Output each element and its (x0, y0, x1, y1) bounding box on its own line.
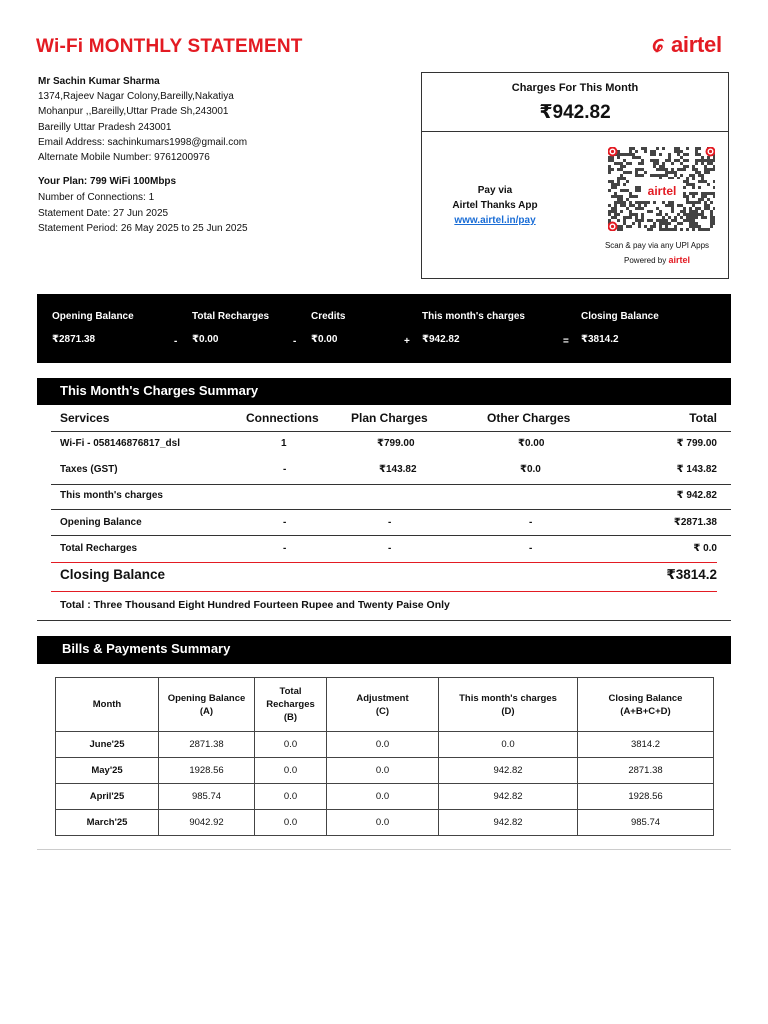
header-month (56, 678, 159, 732)
cell-recharges: 0.0 (255, 758, 327, 784)
table-row (56, 732, 714, 758)
header-line: Total (279, 686, 302, 697)
header-line: Adjustment (356, 692, 409, 704)
red-divider (51, 591, 717, 592)
minus-operator: - (174, 336, 178, 347)
powered-by-airtel-logo: airtel (668, 255, 690, 265)
month-charges-value: ₹942.82 (422, 334, 460, 345)
cell-recharges: 0.0 (255, 810, 327, 836)
table-row (56, 784, 714, 810)
address-line-3: Bareilly Uttar Pradesh 243001 (38, 121, 172, 133)
table-row (56, 758, 714, 784)
header-plan-charges: Plan Charges (351, 411, 428, 425)
cell-opening: 9042.92 (159, 810, 255, 836)
row-service: Taxes (GST) (60, 464, 118, 475)
row-service: Total Recharges (60, 543, 138, 554)
cell-charges: 942.82 (439, 784, 578, 810)
row-connections: 1 (281, 438, 287, 449)
cell-closing: 985.74 (578, 810, 714, 836)
row-total: ₹2871.38 (673, 517, 717, 528)
row-other-charges: ₹0.0 (520, 464, 541, 475)
credits-label: Credits (311, 311, 346, 322)
header-line: This month's charges (459, 692, 557, 704)
header-line: (B) (283, 712, 298, 723)
customer-info (38, 74, 247, 165)
month-charges-label: This month's charges (422, 311, 525, 322)
address-line-2: Mohanpur ,,Bareilly,Uttar Prade Sh,243001 (38, 106, 229, 118)
charges-summary-title: This Month's Charges Summary (37, 378, 731, 405)
opening-balance-label: Opening Balance (52, 311, 134, 322)
minus-operator: - (293, 336, 297, 347)
row-connections: - (283, 517, 287, 528)
cell-opening: 985.74 (159, 784, 255, 810)
header-line: Recharges (266, 699, 315, 710)
plan-info (38, 174, 248, 237)
plus-operator: + (404, 336, 410, 347)
cell-month: April'25 (56, 784, 159, 810)
row-total: ₹ 0.0 (693, 543, 717, 554)
red-divider (51, 562, 717, 563)
header-connections: Connections (246, 411, 319, 425)
charges-label: Charges For This Month (511, 82, 639, 94)
cell-month: March'25 (56, 810, 159, 836)
row-plan-charges: - (388, 543, 392, 554)
page-divider (37, 849, 731, 850)
closing-balance-value: ₹3814.2 (666, 567, 717, 582)
plan-name: Your Plan: 799 WiFi 100Mbps (38, 176, 177, 187)
cell-recharges: 0.0 (255, 732, 327, 758)
airtel-swoosh-icon (650, 37, 668, 55)
divider (51, 535, 731, 536)
cell-adjustment: 0.0 (327, 758, 439, 784)
cell-month: May'25 (56, 758, 159, 784)
bills-payments-table (55, 677, 714, 836)
powered-by-label: Powered by (624, 256, 667, 265)
pay-link[interactable]: www.airtel.in/pay (454, 215, 536, 226)
header-month-charges (439, 678, 578, 732)
total-in-words: Total : Three Thousand Eight Hundred Fourteen Rupee and Twenty Paise Only (60, 599, 450, 611)
header-line: (D) (501, 705, 515, 717)
divider (51, 431, 731, 432)
row-connections: - (283, 543, 287, 554)
header-line: (A+B+C+D) (620, 705, 671, 717)
email-address: Email Address: sachinkumars1998@gmail.com (38, 136, 248, 148)
table-row (56, 810, 714, 836)
header-month-label: Month (92, 699, 122, 710)
cell-opening: 1928.56 (159, 758, 255, 784)
opening-balance-value: ₹2871.38 (52, 334, 96, 345)
customer-name: Mr Sachin Kumar Sharma (38, 76, 160, 87)
cell-charges: 942.82 (439, 810, 578, 836)
cell-closing: 2871.38 (578, 758, 714, 784)
closing-balance-label: Closing Balance (581, 311, 659, 322)
row-plan-charges: ₹143.82 (379, 464, 417, 475)
equals-operator: = (563, 336, 569, 347)
header-total: Total (689, 411, 717, 425)
address-line-1: 1374,Rajeev Nagar Colony,Bareilly,Nakatiya (38, 91, 234, 103)
charges-box (421, 72, 729, 279)
scan-text: Scan & pay via any UPI Apps (604, 241, 710, 250)
airtel-logo-icon (650, 34, 740, 60)
header-line: Opening Balance (167, 692, 246, 704)
statement-title: Wi-Fi MONTHLY STATEMENT (36, 36, 303, 57)
statement-period: Statement Period: 26 May 2025 to 25 Jun 2025 (38, 223, 248, 235)
total-recharges-label: Total Recharges (192, 311, 270, 322)
header-opening-balance (159, 678, 255, 732)
header-other-charges: Other Charges (487, 411, 571, 425)
cell-charges: 942.82 (439, 758, 578, 784)
cell-month: June'25 (56, 732, 159, 758)
cell-opening: 2871.38 (159, 732, 255, 758)
number-of-connections: Number of Connections: 1 (38, 191, 155, 203)
powered-by (592, 253, 722, 268)
row-total: ₹ 942.82 (676, 490, 717, 501)
row-other-charges: - (529, 543, 533, 554)
header-line: (A) (199, 705, 214, 717)
cell-charges: 0.0 (439, 732, 578, 758)
divider (37, 620, 731, 621)
pay-app-label: Airtel Thanks App (452, 200, 538, 211)
closing-balance-value: ₹3814.2 (581, 334, 619, 345)
total-recharges-value: ₹0.00 (192, 334, 219, 345)
scan-info (592, 239, 722, 268)
row-total: ₹ 799.00 (676, 438, 717, 449)
alternate-mobile: Alternate Mobile Number: 9761200976 (38, 152, 210, 164)
row-plan-charges: - (388, 517, 392, 528)
row-connections: - (283, 464, 287, 475)
row-service: This month's charges (60, 490, 163, 501)
row-other-charges: ₹0.00 (518, 438, 545, 449)
divider (51, 509, 731, 510)
row-service: Opening Balance (60, 517, 142, 528)
balance-summary-bar (37, 294, 731, 363)
row-other-charges: - (529, 517, 533, 528)
row-plan-charges: ₹799.00 (377, 438, 415, 449)
header-adjustment (327, 678, 439, 732)
header-closing-balance (578, 678, 714, 732)
header-total-recharges (255, 678, 327, 732)
cell-adjustment: 0.0 (327, 784, 439, 810)
statement-date: Statement Date: 27 Jun 2025 (38, 207, 169, 219)
row-service: Wi-Fi - 058146876817_dsl (60, 438, 180, 449)
qr-airtel-logo: airtel (647, 184, 677, 198)
cell-recharges: 0.0 (255, 784, 327, 810)
pay-info (440, 183, 550, 228)
qr-code-icon[interactable] (608, 147, 715, 231)
credits-value: ₹0.00 (311, 334, 338, 345)
closing-balance-label: Closing Balance (60, 567, 166, 582)
cell-adjustment: 0.0 (327, 810, 439, 836)
charges-box-header (422, 73, 728, 132)
header-services: Services (60, 411, 110, 425)
cell-closing: 3814.2 (578, 732, 714, 758)
divider (51, 484, 731, 485)
header-line: Closing Balance (608, 692, 683, 704)
charges-amount: ₹942.82 (539, 102, 611, 123)
cell-closing: 1928.56 (578, 784, 714, 810)
bills-payments-title: Bills & Payments Summary (37, 636, 731, 664)
row-total: ₹ 143.82 (676, 464, 717, 475)
pay-via-label: Pay via (477, 185, 513, 196)
header-line: (C) (375, 705, 390, 717)
logo-wordmark: airtel (671, 32, 722, 57)
table-header (56, 678, 714, 732)
cell-adjustment: 0.0 (327, 732, 439, 758)
